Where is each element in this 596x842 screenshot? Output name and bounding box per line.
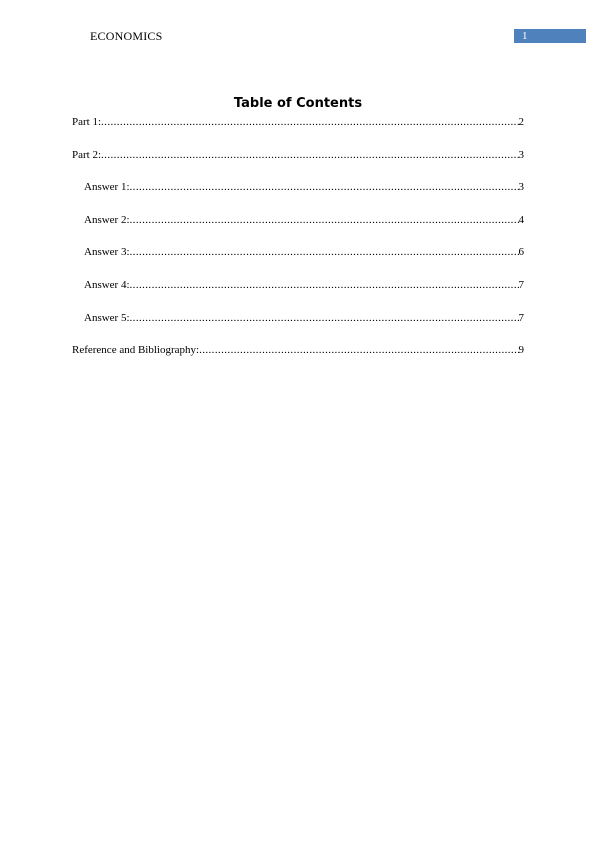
toc-leader-dots bbox=[130, 179, 519, 195]
toc-entry-page: 7 bbox=[518, 311, 524, 324]
toc-entry-page: 3 bbox=[518, 148, 524, 161]
toc-entry-label: Answer 4: bbox=[84, 278, 130, 291]
toc-entry-page: 4 bbox=[518, 213, 524, 226]
toc-leader-dots bbox=[199, 342, 518, 358]
toc-entry-label: Part 2: bbox=[72, 148, 102, 161]
toc-entry-page: 3 bbox=[518, 181, 524, 194]
toc-entry-answer-4[interactable] bbox=[72, 277, 524, 293]
toc-title: Table of Contents bbox=[233, 96, 363, 111]
toc-entry-part-1[interactable] bbox=[72, 114, 524, 130]
toc-leader-dots bbox=[130, 277, 519, 293]
toc-entry-answer-3[interactable] bbox=[72, 244, 524, 260]
toc-entry-page: 7 bbox=[518, 278, 524, 291]
toc-entry-answer-5[interactable] bbox=[72, 310, 524, 326]
toc-entry-label: Reference and Bibliography: bbox=[72, 344, 200, 357]
toc-entry-page: 9 bbox=[518, 344, 524, 357]
toc-entry-answer-1[interactable] bbox=[72, 179, 524, 195]
toc-leader-dots bbox=[130, 244, 519, 260]
toc-entry-page: 2 bbox=[518, 116, 524, 128]
toc-leader-dots bbox=[130, 310, 519, 326]
toc-leader-dots bbox=[101, 114, 518, 130]
toc-entry-label: Answer 1: bbox=[84, 181, 130, 194]
toc-entry-page: 6 bbox=[518, 246, 524, 259]
toc-leader-dots bbox=[101, 147, 518, 163]
page-number-badge: 1 bbox=[514, 29, 586, 43]
toc-entry-label: Answer 2: bbox=[84, 213, 130, 226]
toc-entry-references[interactable] bbox=[72, 342, 524, 358]
toc-entry-part-2[interactable] bbox=[72, 147, 524, 163]
table-of-contents bbox=[72, 114, 524, 375]
toc-leader-dots bbox=[130, 212, 519, 228]
toc-entry-label: Answer 5: bbox=[84, 311, 130, 324]
toc-entry-label: Answer 3: bbox=[84, 246, 130, 259]
header-title: ECONOMICS bbox=[90, 29, 163, 43]
toc-entry-label: Part 1: bbox=[72, 116, 102, 128]
toc-entry-answer-2[interactable] bbox=[72, 212, 524, 228]
